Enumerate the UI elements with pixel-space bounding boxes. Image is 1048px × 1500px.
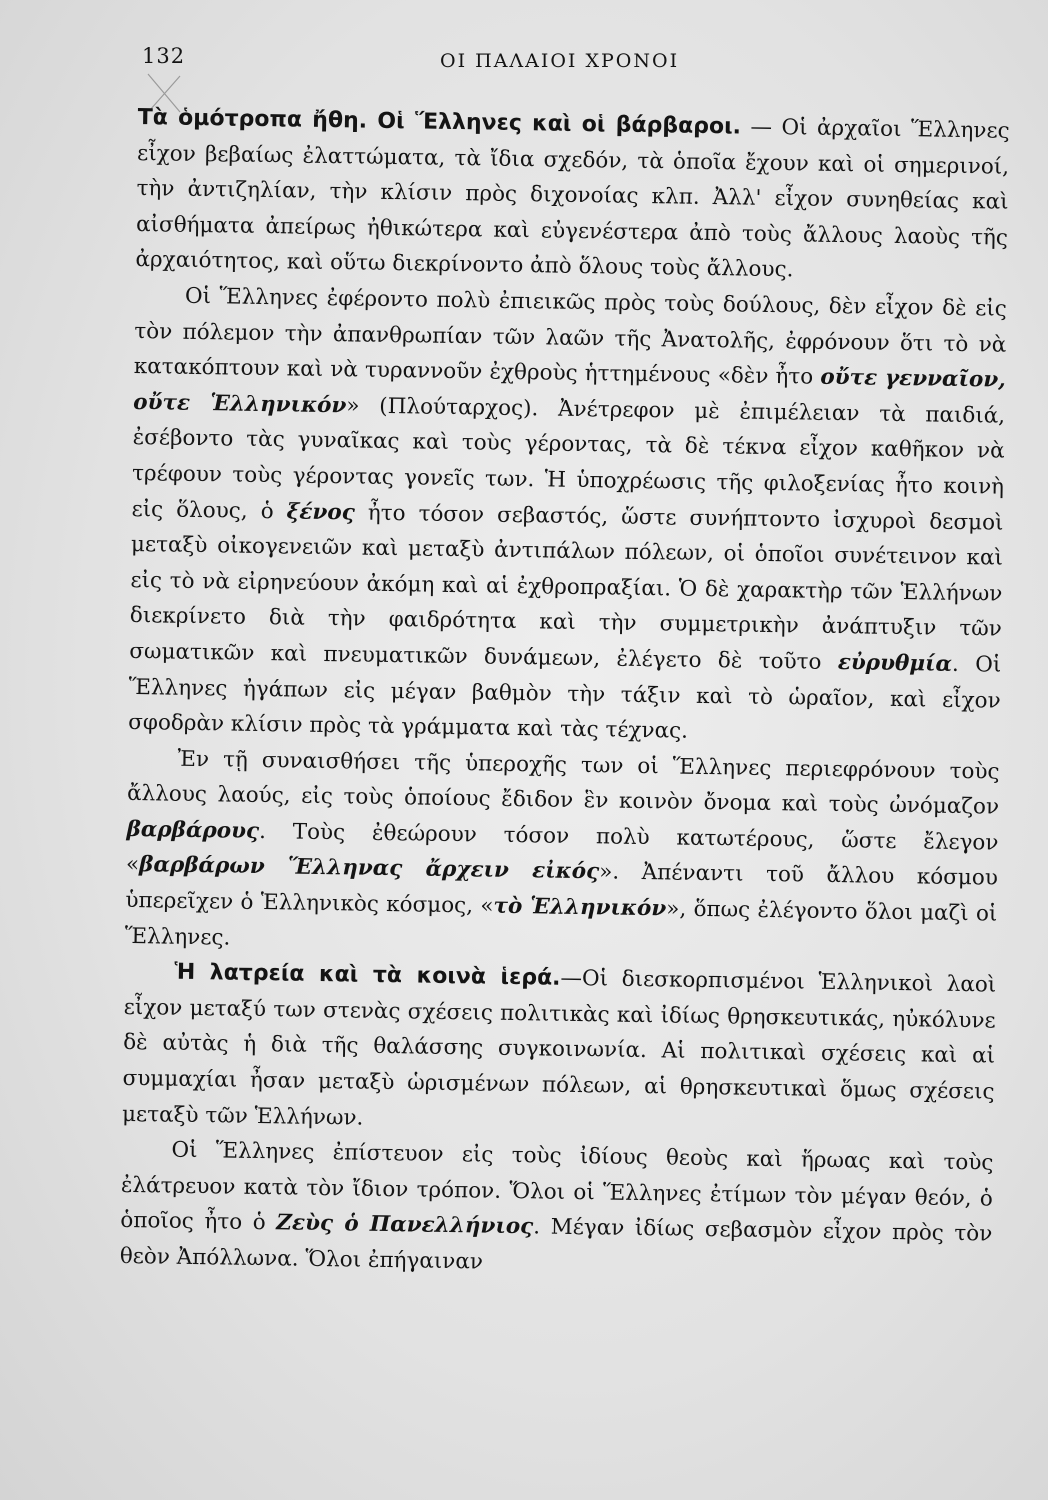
paragraph-4 — [122, 954, 997, 1146]
running-title: ΟΙ ΠΑΛΑΙΟΙ ΧΡΟΝΟΙ — [440, 50, 680, 72]
paragraph-text: Ἐν τῇ συναισθήσει τῆς ὑπεροχῆς των οἱ Ἕλληνες περιεφρόνουν τοὺς ἄλλους λαούς, εἰς τοὺς ὁποίους ἔδιδον ἓν κοινὸν ὄνομα καὶ τοὺς ὠνόμαζον — [126, 746, 1000, 820]
paragraph-text: ἦτο τόσον σεβαστός, ὥστε συνήπτοντο ἰσχυροὶ δεσμοὶ μεταξὺ οἰκογενειῶν καὶ μεταξὺ ἀντιπάλων πόλεων, οἱ ὁποῖοι συνέτεινον καὶ εἰς τὸ νὰ εἰρηνεύουν ἀκόμη καὶ αἱ ἐχθροπραξίαι. Ὁ δὲ χαρακτὴρ τῶν Ἑλλήνων διεκρίνετο διὰ τὴν φαιδρότητα καὶ τὴν συμμετρικὴν ἀνάπτυξιν τῶν σωματικῶν καὶ πνευματικῶν δυνάμεων, ἐλέγετο δὲ τοῦτο — [129, 499, 1004, 675]
section-heading-worship: Ἡ λατρεία καὶ τὰ κοινὰ ἱερά. — [174, 959, 561, 991]
paragraph-text: », ὅπως ἐλέγοντο ὅλοι μαζὶ οἱ Ἕλληνες. — [124, 896, 998, 951]
paragraph-text: Οἱ Ἕλληνες ἐφέροντο πολὺ ἐπιεικῶς πρὸς τοὺς δούλους, δὲν εἶχον δὲ εἰς τὸν πόλεμον τὴν ἀπανθρωπίαν τῶν λαῶν τῆς Ἀνατολῆς, ἐφρόνουν ὅτι τὸ νὰ κατακόπτουν καὶ νὰ τυραννοῦν ἐχθροὺς ἡττημένους «δὲν ἦτο — [133, 283, 1008, 390]
emphasis-text: οὔτε γενναῖον, οὔτε Ἑλληνικόν — [133, 364, 1006, 419]
paragraph-text: . Οἱ Ἕλληνες ἠγάπων εἰς μέγαν βαθμὸν τὴν τάξιν καὶ τὸ ὡραῖον, καὶ εἶχον σφοδρὰν κλίσιν πρὸς τὰ γράμματα καὶ τὰς τέχνας. — [128, 651, 1002, 744]
emphasis-text: εὐρυθμία — [837, 649, 953, 677]
paragraph-2 — [128, 278, 1007, 754]
paragraph-1 — [135, 100, 1010, 292]
emphasis-text: βαρβάρους — [126, 816, 260, 844]
emphasis-text: τὸ Ἑλληνικόν — [493, 893, 667, 922]
emphasis-text: ξένος — [286, 498, 355, 525]
paragraph-text: Οἱ Ἕλληνες ἐπίστευον εἰς τοὺς ἰδίους θεοὺς καὶ ἥρωας καὶ τοὺς ἐλάτρευον κατὰ τὸν ἴδιον τρόπον. Ὅλοι οἱ Ἕλληνες ἐτίμων τὸν μέγαν θεόν, ὁ ὁποῖος ἦτο ὁ — [120, 1137, 994, 1236]
paragraph-text: — Οἱ ἀρχαῖοι Ἕλληνες εἶχον βεβαίως ἐλαττώματα, τὰ ἴδια σχεδόν, τὰ ὁποῖα ἔχουν καὶ οἱ σημερινοί, τὴν ἀντιζηλίαν, τὴν κλίσιν πρὸς διχονοίας κλπ. Ἀλλ' εἶχον συνηθείας καὶ αἰσθήματα ἀπείρως ἠθικώτερα καὶ εὐγενέστερα ἀπὸ τοὺς ἄλλους λαοὺς τῆς ἀρχαιότητος, καὶ οὕτω διεκρίνοντο ἀπὸ ὅλους τοὺς ἄλλους. — [135, 114, 1010, 283]
paragraph-text: . Τοὺς ἐθεώρουν τόσον πολὺ κατωτέρους, ὥστε ἔλεγον « — [125, 818, 999, 878]
paragraph-5 — [120, 1132, 994, 1288]
emphasis-text: βαρβάρων Ἕλληνας ἄρχειν εἰκός — [138, 852, 600, 885]
page-number: 132 — [142, 44, 186, 68]
paragraph-text: » (Πλούταρχος). Ἀνέτρεφον μὲ ἐπιμέλειαν τὰ παιδιά, ἐσέβοντο τὰς γυναῖκας καὶ τοὺς γέροντας, τὰ δὲ τέκνα εἶχον καθῆκον νὰ τρέφουν τοὺς γέροντας γονεῖς των. Ἡ ὑποχρέωσις τῆς φιλοξενίας ἦτο κοινὴ εἰς ὅλους, ὁ — [131, 393, 1006, 524]
paragraph-text: ». Ἀπέναντι τοῦ ἄλλου κόσμου ὑπερεῖχεν ὁ Ἑλληνικὸς κόσμος, « — [125, 859, 999, 919]
emphasis-text: Ζεὺς ὁ Πανελλήνιος — [276, 1210, 534, 1240]
paragraph-3 — [125, 741, 1000, 968]
body-text — [120, 100, 1010, 1288]
paragraph-text: —Οἱ διεσκορπισμένοι Ἑλληνικοὶ λαοὶ εἶχον μεταξύ των στενὰς σχέσεις πολιτικὰς καὶ ἰδίως θρησκευτικάς, ηὐκόλυνε δὲ αὐτὰς ἡ διὰ τῆς θαλάσσης συγκοινωνία. Αἱ πολιτικαὶ σχέσεις καὶ αἱ συμμαχίαι ἦσαν μεταξὺ ὡρισμένων πόλεων, αἱ θρησκευτικαὶ ὅμως σχέσεις μεταξὺ τῶν Ἑλλήνων. — [121, 965, 997, 1131]
paragraph-text: . Μέγαν ἰδίως σεβασμὸν εἶχον πρὸς τὸν θεὸν Ἀπόλλωνα. Ὅλοι ἐπήγαιναν — [119, 1214, 993, 1275]
section-heading-customs: Τὰ ὁμότροπα ἤθη. Οἱ Ἕλληνες καὶ οἱ βάρβαροι. — [137, 104, 742, 140]
